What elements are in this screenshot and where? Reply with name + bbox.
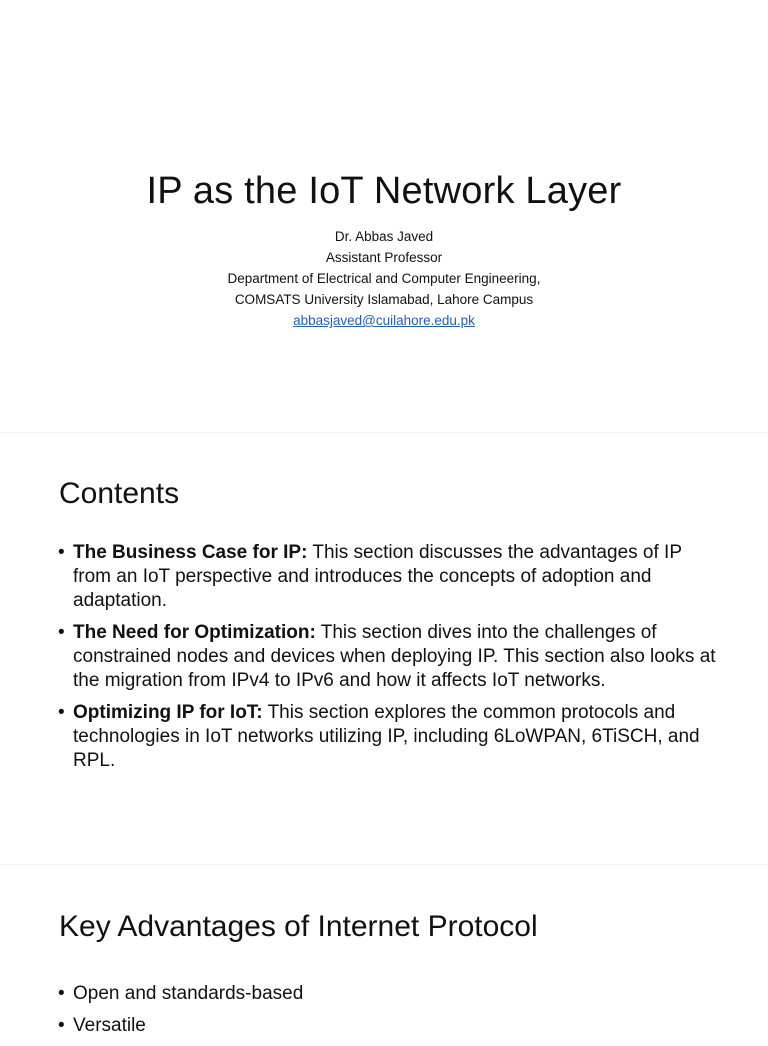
contents-heading: Contents [59,477,180,510]
author-info [0,226,768,331]
item-text: This section dives into the challenges of constrained nodes and devices when deploying IP. This section also looks at the migration from IPv4 to IPv6 and how it affects IoT networks. [73,622,716,691]
item-text: This section discusses the advantages of IP from an IoT perspective and introduces the concepts of adoption and adaptation. [73,542,682,611]
author-email-link[interactable]: abbasjaved@cuilahore.edu.pk [293,313,475,328]
advantages-list [58,982,718,1046]
list-item [58,541,718,613]
item-bold-label: Optimizing IP for IoT: [73,702,263,723]
list-item [58,701,718,773]
bullet-icon: • [58,1015,65,1036]
bullet-icon: • [58,542,65,563]
bullet-icon: • [58,983,65,1004]
item-bold-label: The Business Case for IP: [73,542,308,563]
advantages-heading: Key Advantages of Internet Protocol [59,910,538,943]
presentation-title: IP as the IoT Network Layer [146,170,622,212]
bullet-icon: • [58,702,65,723]
list-item [58,1014,718,1038]
author-university: COMSATS University Islamabad, Lahore Campus [234,292,534,307]
slide-divider [0,432,768,433]
item-bold-label: The Need for Optimization: [73,622,316,643]
author-department: Department of Electrical and Computer Engineering, [227,271,541,286]
list-item [58,982,718,1006]
slide-divider [0,864,768,865]
item-text: This section explores the common protocols and technologies in IoT networks utilizing IP, including 6LoWPAN, 6TiSCH, and RPL. [73,702,700,771]
item-text: Versatile [73,1015,146,1036]
author-name: Dr. Abbas Javed [334,229,434,244]
bullet-icon: • [58,622,65,643]
title-slide [0,0,768,420]
item-text: Open and standards-based [73,983,304,1004]
list-item [58,621,718,693]
author-position: Assistant Professor [325,250,443,265]
contents-list [58,541,718,781]
